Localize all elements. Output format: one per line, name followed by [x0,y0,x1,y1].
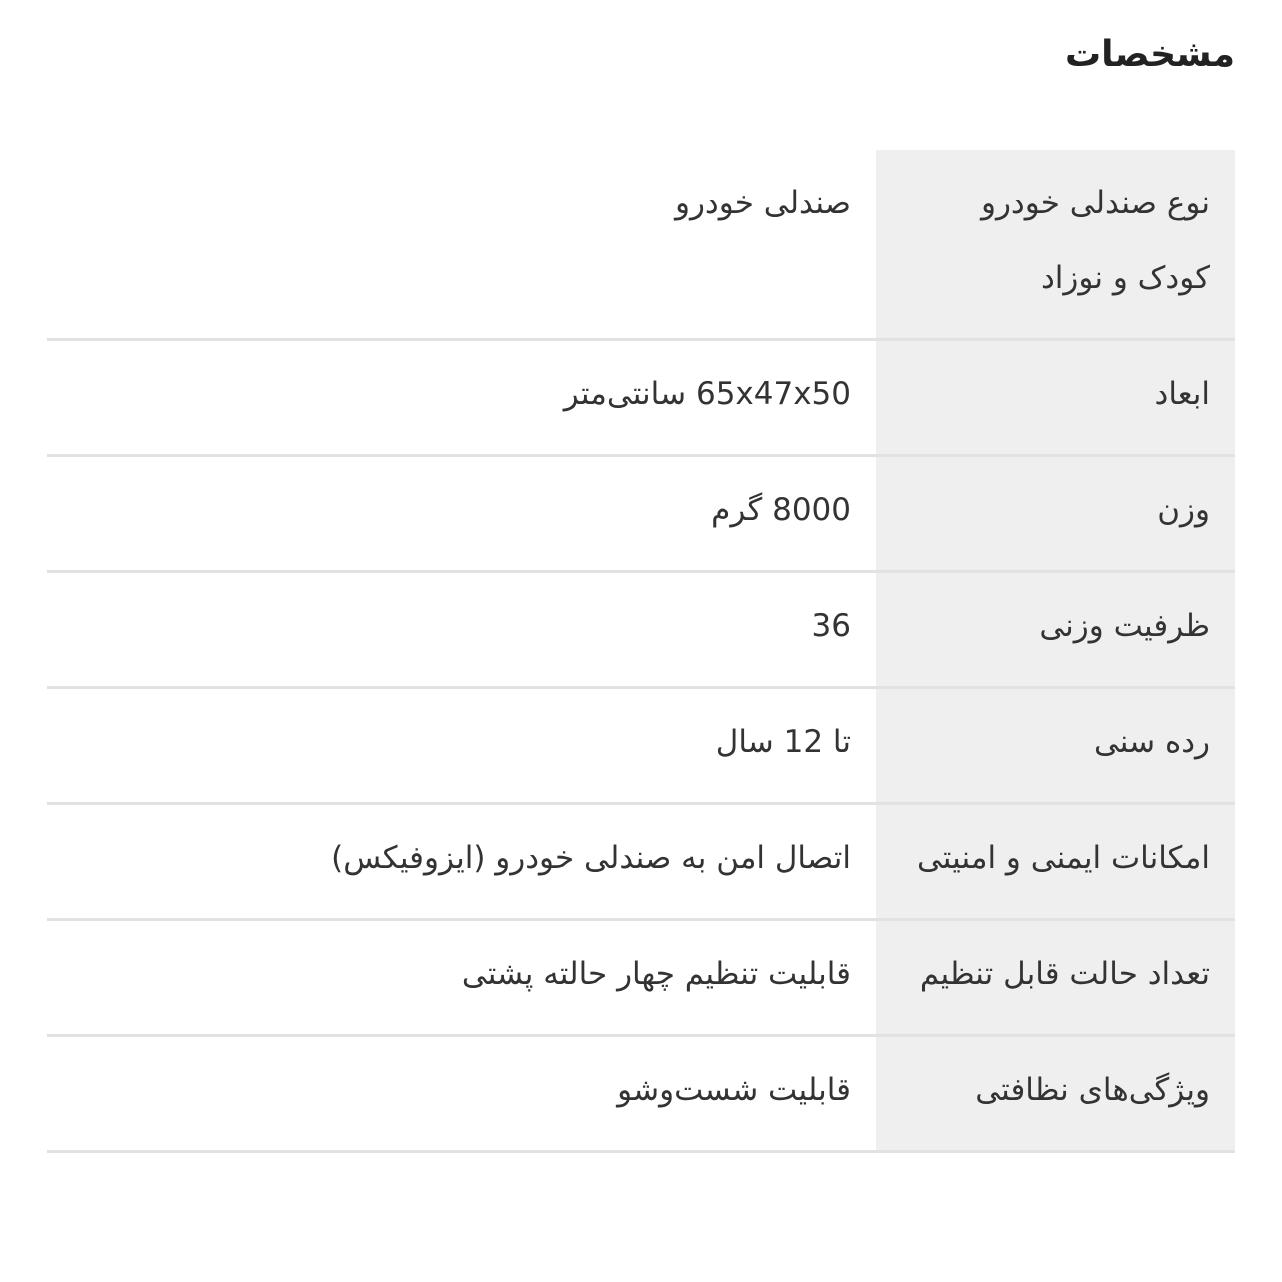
spec-value: قابلیت تنظیم چهار حالته پشتی [47,920,876,1036]
spec-row [47,920,1235,1036]
spec-row [47,340,1235,456]
spec-value: قابلیت شست‌وشو [47,1036,876,1152]
spec-row [47,804,1235,920]
spec-value: 8000 گرم [47,456,876,572]
spec-row [47,150,1235,340]
spec-row [47,572,1235,688]
spec-label: رده سنی [876,688,1235,804]
spec-label: ظرفیت وزنی [876,572,1235,688]
spec-label: ویژگی‌های نظافتی [876,1036,1235,1152]
spec-value: صندلی خودرو [47,150,876,340]
spec-label: وزن [876,456,1235,572]
specs-table [47,150,1235,1153]
section-title: مشخصات [1064,34,1235,75]
spec-value: اتصال امن به صندلی خودرو (ایزوفیکس) [47,804,876,920]
spec-label: امکانات ایمنی و امنیتی [876,804,1235,920]
spec-label: تعداد حالت قابل تنظیم [876,920,1235,1036]
spec-value: تا 12 سال [47,688,876,804]
spec-label: نوع صندلی خودرو کودک و نوزاد [876,150,1235,340]
spec-row [47,1036,1235,1152]
spec-value: 36 [47,572,876,688]
spec-value: 65x47x50 سانتی‌متر [47,340,876,456]
spec-label: ابعاد [876,340,1235,456]
spec-row [47,688,1235,804]
spec-row [47,456,1235,572]
